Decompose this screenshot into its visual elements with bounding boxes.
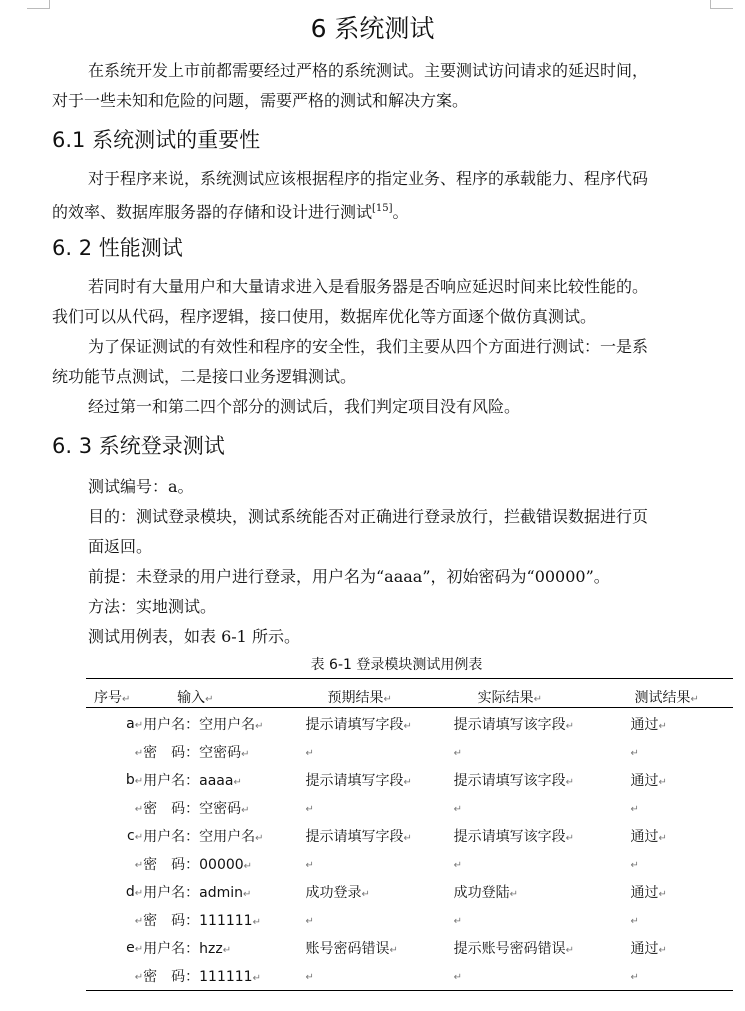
input-password: 密 码：空密码↵ — [143, 745, 250, 761]
expected-result: 账号密码错误↵ — [305, 941, 398, 957]
case-id-empty: ↵ — [134, 972, 144, 983]
section-6-2-heading: 6. 2 性能测试 — [52, 236, 183, 260]
crop-mark-right — [710, 0, 733, 9]
intro-paragraph: 在系统开发上市前都需要经过严格的系统测试。主要测试访问请求的延迟时间， 对于一些未知和危险的问题，需要严格的测试和解决方案。 — [52, 61, 649, 110]
table-ref-line: 测试用例表，如表 6-1 所示。 — [88, 627, 300, 646]
expected-empty: ↵ — [305, 748, 314, 759]
input-password: 密 码：111111↵ — [143, 913, 261, 929]
table-bottom-rule — [86, 990, 733, 991]
header-cell: 测试结果↵ — [634, 690, 699, 706]
result-empty: ↵ — [630, 972, 639, 983]
table-caption: 表 6-1 登录模块测试用例表 — [310, 657, 483, 673]
header-cell: 实际结果↵ — [477, 690, 542, 706]
test-result: 通过↵ — [630, 717, 667, 733]
purpose-line: 目的：测试登录模块，测试系统能否对正确进行登录放行，拦截错误数据进行页 — [88, 507, 649, 526]
actual-result: 提示请填写该字段↵ — [453, 773, 574, 789]
expected-result: 提示请填写字段↵ — [305, 829, 412, 845]
test-result: 通过↵ — [630, 941, 667, 957]
input-password: 密 码：00000↵ — [143, 857, 253, 873]
crop-mark-left — [27, 0, 50, 9]
table-row — [86, 766, 733, 794]
header-cell: 序号↵ — [94, 690, 131, 706]
test-id-line: 测试编号：a。 — [88, 477, 194, 496]
actual-empty: ↵ — [453, 860, 462, 871]
input-user: 用户名：空用户名↵ — [143, 717, 264, 733]
actual-empty: ↵ — [453, 748, 462, 759]
case-id-empty: ↵ — [134, 860, 144, 871]
table-row — [86, 794, 733, 822]
input-user: 用户名：admin↵ — [143, 885, 252, 901]
expected-result: 提示请填写字段↵ — [305, 717, 412, 733]
result-empty: ↵ — [630, 748, 639, 759]
purpose-line-cont: 面返回。 — [88, 537, 153, 556]
table-row — [86, 906, 733, 934]
actual-result: 提示请填写该字段↵ — [453, 829, 574, 845]
test-result: 通过↵ — [630, 885, 667, 901]
actual-result: 提示请填写该字段↵ — [453, 717, 574, 733]
case-id-empty: ↵ — [134, 748, 144, 759]
actual-empty: ↵ — [453, 972, 462, 983]
section-6-3-heading: 6. 3 系统登录测试 — [52, 434, 225, 458]
case-id: d↵ — [125, 884, 144, 900]
citation[interactable]: [15] — [372, 203, 393, 214]
test-result: 通过↵ — [630, 829, 667, 845]
expected-result: 成功登录↵ — [305, 885, 370, 901]
input-user: 用户名：hzz↵ — [143, 941, 232, 957]
header-cell: 输入↵ — [177, 690, 214, 706]
case-id: c↵ — [127, 828, 144, 844]
actual-result: 成功登陆↵ — [453, 885, 518, 901]
result-empty: ↵ — [630, 804, 639, 815]
test-result: 通过↵ — [630, 773, 667, 789]
actual-empty: ↵ — [453, 916, 462, 927]
table-row — [86, 738, 733, 766]
case-id: a↵ — [126, 716, 144, 732]
expected-empty: ↵ — [305, 860, 314, 871]
header-cell: 预期结果↵ — [327, 690, 392, 706]
expected-result: 提示请填写字段↵ — [305, 773, 412, 789]
test-case-table — [86, 684, 733, 990]
table-row — [86, 934, 733, 962]
precondition-line: 前提：未登录的用户进行登录，用户名为“aaaa”，初始密码为“00000”。 — [88, 567, 610, 586]
table-row — [86, 878, 733, 906]
table-row — [86, 710, 733, 738]
section-6-1-heading: 6.1 系统测试的重要性 — [52, 128, 261, 152]
expected-empty: ↵ — [305, 916, 314, 927]
method-line: 方法：实地测试。 — [88, 597, 217, 616]
input-user: 用户名：aaaa↵ — [143, 773, 242, 789]
case-id-empty: ↵ — [134, 916, 144, 927]
table-top-rule — [86, 678, 733, 679]
result-empty: ↵ — [630, 916, 639, 927]
section-6-1-paragraph: 对于程序来说，系统测试应该根据程序的指定业务、程序的承载能力、程序代码 的效率、数据库服务器的存储和设计进行测试[15]。 — [52, 169, 649, 222]
expected-empty: ↵ — [305, 972, 314, 983]
actual-result: 提示账号密码错误↵ — [453, 941, 574, 957]
expected-empty: ↵ — [305, 804, 314, 815]
table-row — [86, 822, 733, 850]
case-id: b↵ — [125, 772, 144, 788]
input-password: 密 码：111111↵ — [143, 969, 261, 985]
table-row — [86, 850, 733, 878]
section-6-2-paragraph: 若同时有大量用户和大量请求进入是看服务器是否响应延迟时间来比较性能的。 我们可以从代码，程序逻辑，接口使用，数据库优化等方面逐个做仿真测试。 为了保证测试的有效性和程序的安全性，我们主要从四个方面进行测试：一是系 统功能节点测试，二是接口业务逻辑测试。 经过第一和第二四个部分的测试后，我们判定项目没有风险。 — [52, 277, 649, 416]
actual-empty: ↵ — [453, 804, 462, 815]
table-header-row — [86, 684, 733, 710]
chapter-title: 6 系统测试 — [310, 14, 435, 43]
case-id-empty: ↵ — [134, 804, 144, 815]
input-password: 密 码：空密码↵ — [143, 801, 250, 817]
input-user: 用户名：空用户名↵ — [143, 829, 264, 845]
result-empty: ↵ — [630, 860, 639, 871]
table-row — [86, 962, 733, 990]
case-id: e↵ — [126, 940, 144, 956]
